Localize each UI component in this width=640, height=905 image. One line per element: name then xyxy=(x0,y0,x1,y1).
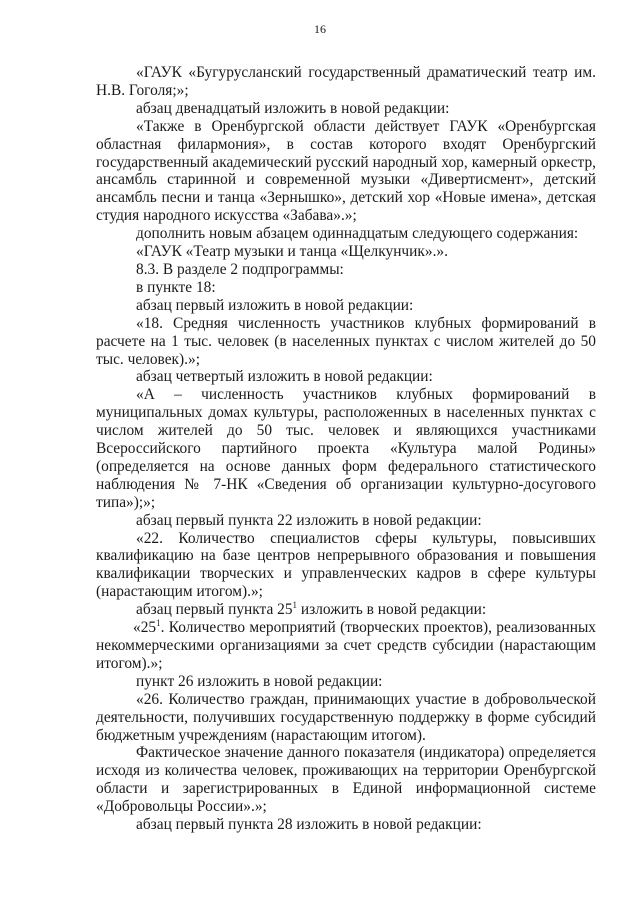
paragraph: 8.3. В разделе 2 подпрограммы: xyxy=(136,260,344,278)
superscript: 1 xyxy=(156,617,161,628)
paragraph: абзац четвертый изложить в новой редакции: xyxy=(136,368,433,386)
paragraph: «ГАУК «Бугурусланский государственный драматический театр им. Н.В. Гоголя;»; xyxy=(96,64,596,99)
paragraph: «Также в Оренбургской области действует ГАУК «Оренбургская областная филармония», в состав которого входят Оренбургский государственный академический русский народный хор, камерный оркестр, ансамбль старинной и современной музыки «Дивертисмент», детский ансамбль песни и танца «Зернышко», детский хор «Новые имена», детская студия народного искусства «Забава».»; xyxy=(96,117,596,225)
paragraph: в пункте 18: xyxy=(136,278,216,296)
document-body xyxy=(96,64,596,834)
paragraph: «26. Количество граждан, принимающих участие в добровольческой деятельности, получивших государственную поддержку в форме субсидий бюджетным учреждениям (нарастающим итогом). xyxy=(96,690,596,744)
paragraph: абзац первый пункта 22 изложить в новой редакции: xyxy=(136,511,482,529)
page-number: 16 xyxy=(314,22,326,36)
paragraph xyxy=(96,619,596,673)
paragraph: пункт 26 изложить в новой редакции: xyxy=(136,672,383,690)
paragraph: «А – численность участников клубных формирований в муниципальных домах культуры, расположенных в населенных пунктах с числом жителей до 50 тыс. человек и являющихся участниками Всероссийского партийного проекта «Культура малой Родины» (определяется на основе данных форм федерального статистического наблюдения № 7-НК «Сведения об организации культурно-досугового типа»);»; xyxy=(96,386,596,511)
paragraph-text: абзац первый пункта 25 xyxy=(136,601,293,619)
paragraph: «ГАУК «Театр музыки и танца «Щелкунчик».». xyxy=(136,243,448,261)
paragraph: дополнить новым абзацем одиннадцатым следующего содержания: xyxy=(136,225,579,243)
paragraph: абзац первый изложить в новой редакции: xyxy=(136,296,414,314)
superscript: 1 xyxy=(292,600,298,611)
paragraph: «22. Количество специалистов сферы культуры, повысивших квалификацию на базе центров непрерывного образования и повышения квалификации творческих и управленческих кадров в сфере культуры (нарастающим итогом).»; xyxy=(96,529,596,601)
paragraph: абзац двенадцатый изложить в новой редакции: xyxy=(136,99,450,117)
paragraph: абзац первый пункта 28 изложить в новой редакции: xyxy=(136,816,482,834)
paragraph-text: изложить в новой редакции: xyxy=(297,601,487,619)
paragraph xyxy=(96,601,596,619)
paragraph: Фактическое значение данного показателя (индикатора) определяется исходя из количества человек, проживающих на территории Оренбургской области и зарегистрированных в Единой информационной системе «Добровольцы России».»; xyxy=(96,744,596,816)
paragraph-text: . Количество мероприятий (творческих проектов), реализованных некоммерческими организациями за счет средств субсидии (нарастающим итогом).»; xyxy=(96,619,596,672)
paragraph: «18. Средняя численность участников клубных формирований в расчете на 1 тыс. человек (в населенных пунктах с числом жителей до 50 тыс. человек).»; xyxy=(96,314,596,368)
paragraph-text: «25 xyxy=(133,619,157,637)
